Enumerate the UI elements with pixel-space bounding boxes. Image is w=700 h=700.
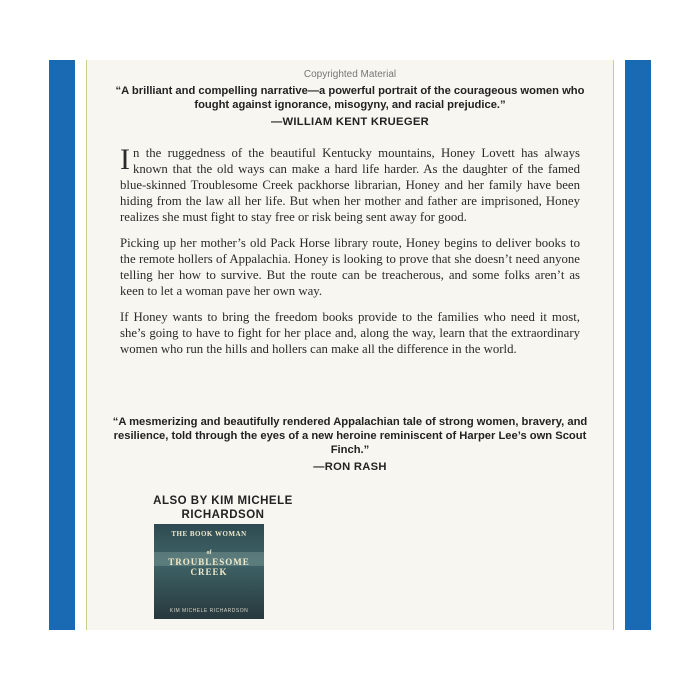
- bottom-blurb-attribution: —RON RASH: [313, 461, 387, 473]
- synopsis-paragraph-2: Picking up her mother’s old Pack Horse library route, Honey begins to deliver books to the remote hollers of Appalachia. Honey is looking to prove that she doesn’t need anyone telling her how to survive. But the route can be treacherous, and some folks aren’t as keen to let a woman pave her own way.: [120, 236, 580, 298]
- top-blurb-attribution: —WILLIAM KENT KRUEGER: [271, 116, 429, 128]
- bottom-blurb-quote: “A mesmerizing and beautifully rendered Appalachian tale of strong women, bravery, and resilience, told through the eyes of a new heroine reminiscent of Harper Lee’s own Scout Finch.”: [112, 416, 588, 456]
- synopsis-paragraph-1: [120, 145, 580, 225]
- top-blurb-quote: “A brilliant and compelling narrative—a powerful portrait of the courageous women who fought against ignorance, misogyny, and racial prejudice.”: [115, 85, 585, 111]
- book-title-of: of: [206, 550, 212, 556]
- left-blue-stripe: [49, 60, 75, 630]
- synopsis: [120, 145, 580, 367]
- left-inner-rule: [86, 60, 87, 630]
- book-author: KIM MICHELE RICHARDSON: [169, 608, 249, 614]
- copyright-notice: Copyrighted Material: [303, 69, 397, 80]
- synopsis-paragraph-3: If Honey wants to bring the freedom books provide to the families who need it most, she’s going to have to fight for her place and, along the way, learn that the extraordinary women who run the hills and hollers can make all the difference in the world.: [120, 310, 580, 356]
- drop-cap: I: [120, 143, 130, 176]
- right-inner-rule: [613, 60, 614, 630]
- also-by-heading: ALSO BY KIM MICHELE RICHARDSON: [153, 495, 293, 521]
- paragraph-1-text: n the ruggedness of the beautiful Kentucky mountains, Honey Lovett has always known that the old ways can make a hard life harder. As the daughter of the famed blue-skinned Troublesome Creek packhorse librarian, Honey and her family have been hiding from the law all her life. But when her mother and father are imprisoned, Honey realizes she must fight to stay free or risk being sent away for good.: [120, 146, 580, 224]
- book-cover-thumbnail: [154, 524, 264, 619]
- top-blurb: [100, 84, 600, 129]
- book-title-bottom: TROUBLESOME CREEK: [168, 557, 250, 577]
- bottom-blurb: [100, 415, 600, 474]
- book-title-top: THE BOOK WOMAN: [171, 530, 247, 538]
- right-blue-stripe: [625, 60, 651, 630]
